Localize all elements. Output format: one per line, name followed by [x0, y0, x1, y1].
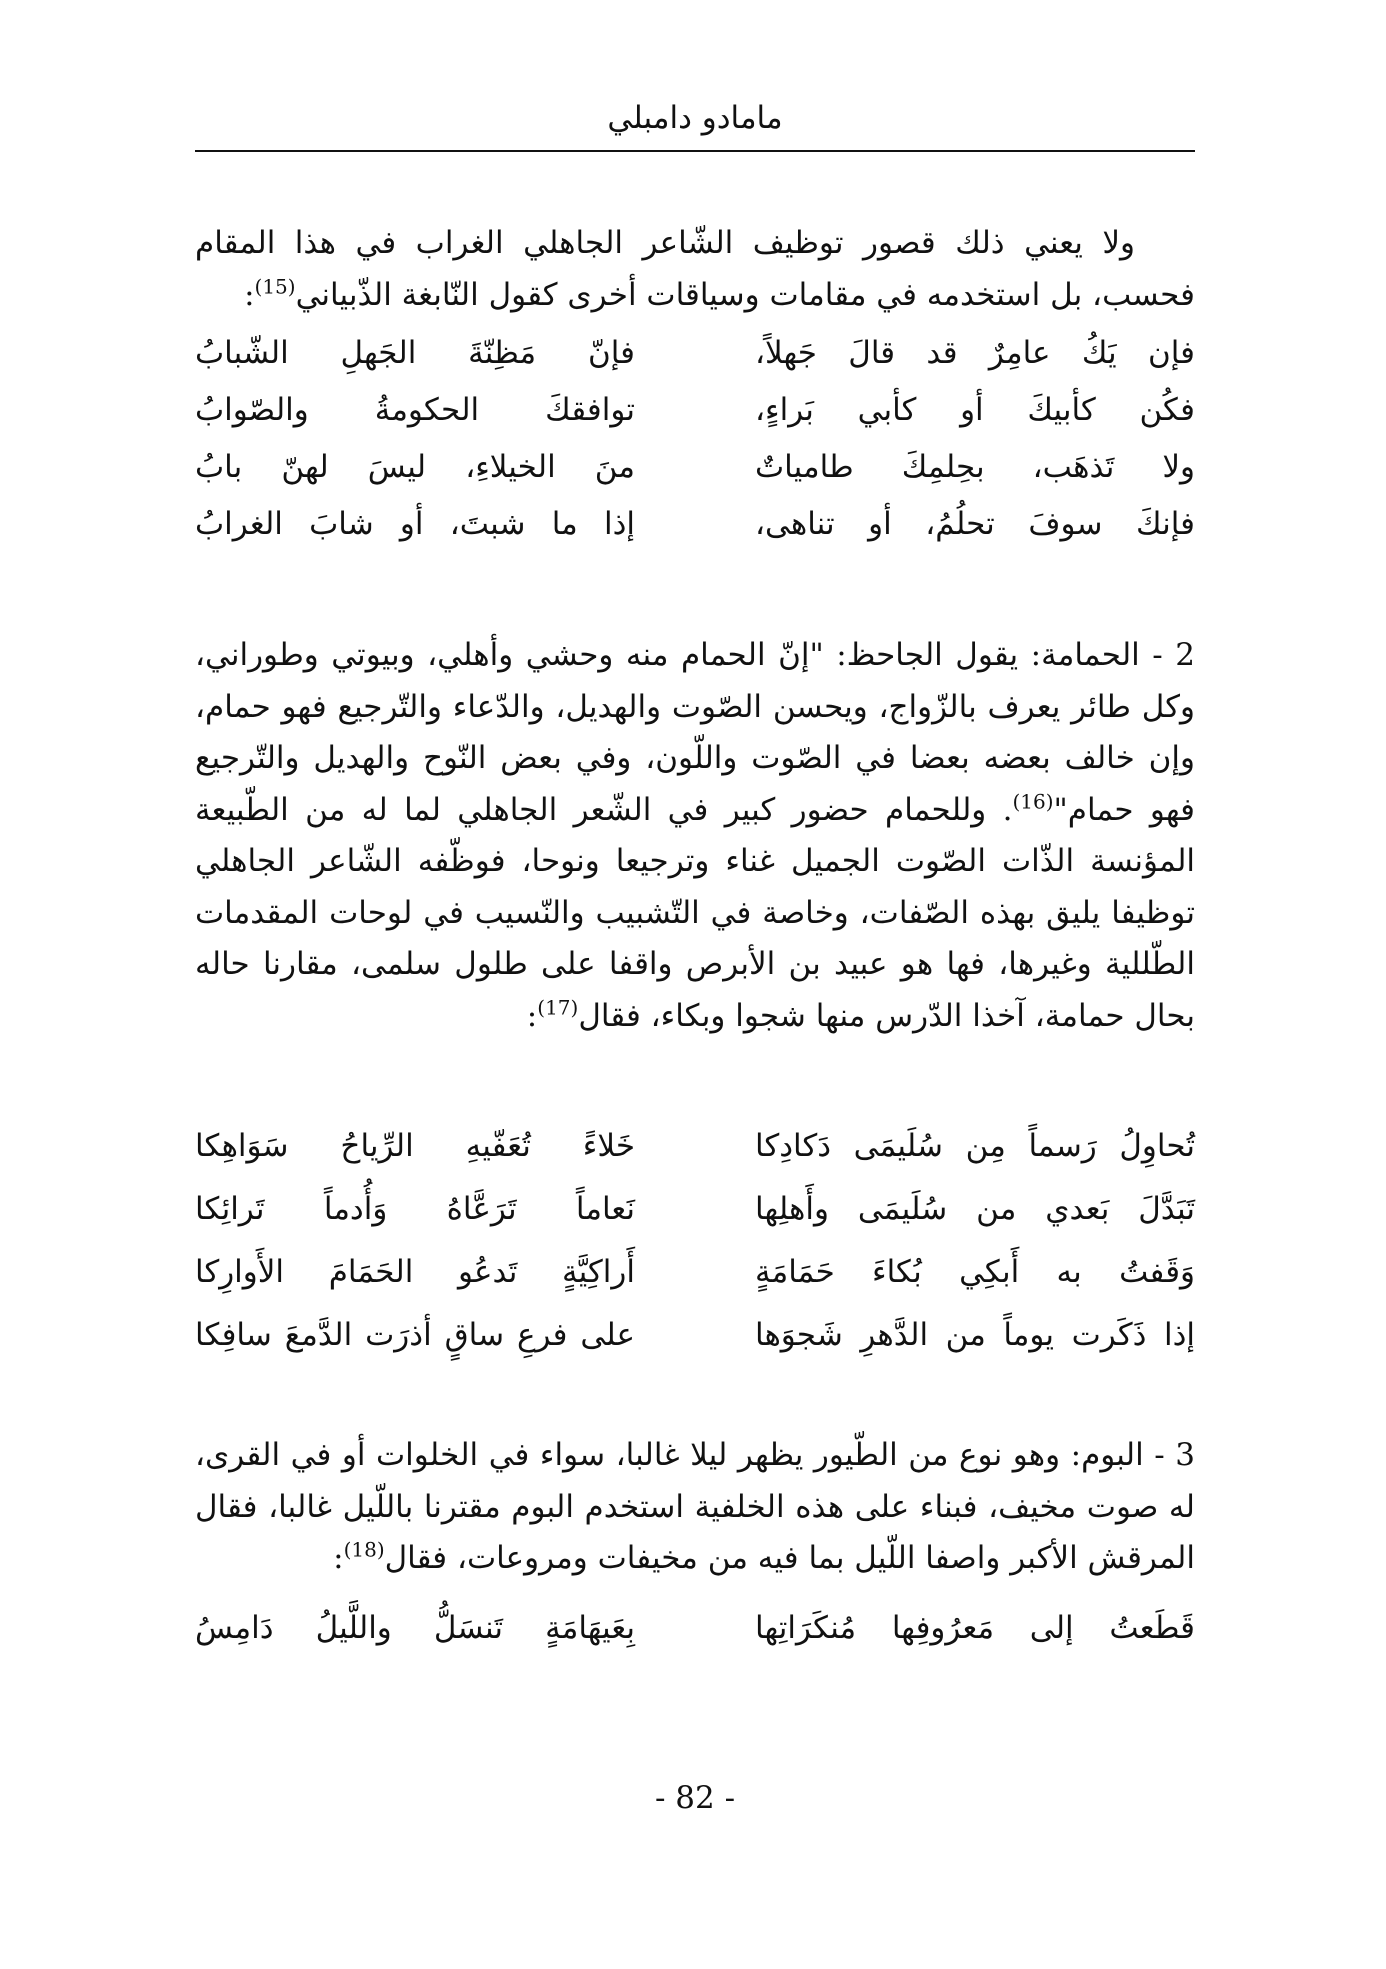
verse-second-hemistich: بِعَيهَامَةٍ تَنسَلُّ واللَّيلُ دَامِسُ	[195, 1610, 635, 1646]
footnote-ref: (15)	[254, 274, 296, 299]
paragraph-intro	[195, 218, 1195, 321]
paragraph-tail: :	[333, 1540, 344, 1576]
poem-nabigha	[195, 335, 1195, 563]
poem-muraqqish	[195, 1610, 1195, 1670]
paragraph-text: 3 - البوم: وهو نوع من الطّيور يظهر ليلا غالبا، سواء في الخلوات أو في القرى، له صوت مخيف، فبناء على هذه الخلفية استخدم البوم مقترنا باللّيل غالبا، فقال المرقش الأكبر واصفا اللّيل بما فيه من مخيفات ومروعات، فقال	[195, 1437, 1195, 1576]
verse-first-hemistich: تَبَدَّلَ بَعدي من سُلَيمَى وأَهلِها	[755, 1191, 1195, 1227]
verse-line	[195, 506, 1195, 563]
verse-second-hemistich: توافقكَ الحكومةُ والصّوابُ	[195, 392, 635, 428]
verse-line	[195, 1128, 1195, 1191]
footnote-ref: (18)	[343, 1537, 385, 1562]
verse-first-hemistich: ولا تَذهَب، بحِلمِكَ طامياتٌ	[755, 449, 1195, 485]
paragraph-text: 2 - الحمامة: يقول الجاحظ: "إنّ الحمام منه وحشي وأهلي، وبيوتي وطوراني، وكل طائر يعرف بالزّواج، ويحسن الصّوت والهديل، والدّعاء والتّرجيع فهو حمام، وإن خالف بعضه بعضا في الصّوت واللّون، وفي بعض النّوح والهديل والتّرجيع فهو حمام"	[195, 637, 1195, 828]
verse-second-hemistich: أَراكِيَّةٍ تَدعُو الحَمَامَ الأَوارِكا	[195, 1254, 635, 1290]
running-head: مامادو دامبلي	[607, 100, 783, 136]
paragraph-owl	[195, 1430, 1195, 1585]
verse-second-hemistich: إذا ما شبتَ، أو شابَ الغرابُ	[195, 506, 635, 542]
verse-line	[195, 1317, 1195, 1380]
verse-line	[195, 449, 1195, 506]
paragraph-text: ولا يعني ذلك قصور توظيف الشّاعر الجاهلي الغراب في هذا المقام فحسب، بل استخدمه في مقامات وسياقات أخرى كقول النّابغة الذّبياني	[195, 225, 1195, 313]
header-rule	[195, 150, 1195, 152]
verse-line	[195, 1191, 1195, 1254]
footnote-ref: (17)	[537, 995, 579, 1020]
footnote-ref: (16)	[1012, 789, 1054, 814]
paragraph-tail: :	[244, 276, 255, 313]
verse-second-hemistich: خَلاءً تُعَفّيهِ الرِّياحُ سَوَاهِكا	[195, 1128, 635, 1164]
verse-line	[195, 335, 1195, 392]
verse-line	[195, 1610, 1195, 1670]
verse-second-hemistich: نَعاماً تَرَعَّاهُ وَأُدماً تَرائِكا	[195, 1191, 635, 1227]
paragraph-text: . وللحمام حضور كبير في الشّعر الجاهلي لما له من الطّبيعة المؤنسة الذّات الصّوت الجميل غناء وترجيعا ونوحا، فوظّفه الشّاعر الجاهلي توظيفا يليق بهذه الصّفات، وخاصة في التّشبيب والنّسيب في لوحات المقدمات الطّللية وغيرها، فها هو عبيد بن الأبرص واقفا على طلول سلمى، مقارنا حاله بحال حمامة، آخذا الدّرس منها شجوا وبكاء، فقال	[195, 791, 1195, 1034]
verse-first-hemistich: تُحاوِلُ رَسماً مِن سُلَيمَى دَكادِكا	[755, 1128, 1195, 1164]
page-number: - 82 -	[654, 1780, 736, 1816]
verse-line	[195, 392, 1195, 449]
poem-abid	[195, 1128, 1195, 1380]
verse-second-hemistich: على فرعِ ساقٍ أذرَت الدَّمعَ سافِكا	[195, 1317, 635, 1353]
verse-first-hemistich: فكُن كأبيكَ أو كأبي بَراءٍ،	[755, 392, 1195, 428]
verse-second-hemistich: فإنّ مَظِنّةَ الجَهلِ الشّبابُ	[195, 335, 635, 371]
paragraph-tail: :	[526, 997, 538, 1034]
verse-first-hemistich: وَقَفتُ به أَبكِي بُكاءَ حَمَامَةٍ	[755, 1254, 1195, 1290]
verse-second-hemistich: منَ الخيلاءِ، ليسَ لهنّ بابُ	[195, 449, 635, 485]
verse-first-hemistich: فإنكَ سوفَ تحلُمُ، أو تناهى،	[755, 506, 1195, 542]
verse-first-hemistich: إذا ذَكَرت يوماً من الدَّهرِ شَجوَها	[755, 1317, 1195, 1353]
paragraph-dove	[195, 630, 1195, 1042]
verse-line	[195, 1254, 1195, 1317]
verse-first-hemistich: قَطَعتُ إلى مَعرُوفِها مُنكَرَاتِها	[755, 1610, 1195, 1646]
verse-first-hemistich: فإن يَكُ عامِرٌ قد قالَ جَهلاً،	[755, 335, 1195, 371]
